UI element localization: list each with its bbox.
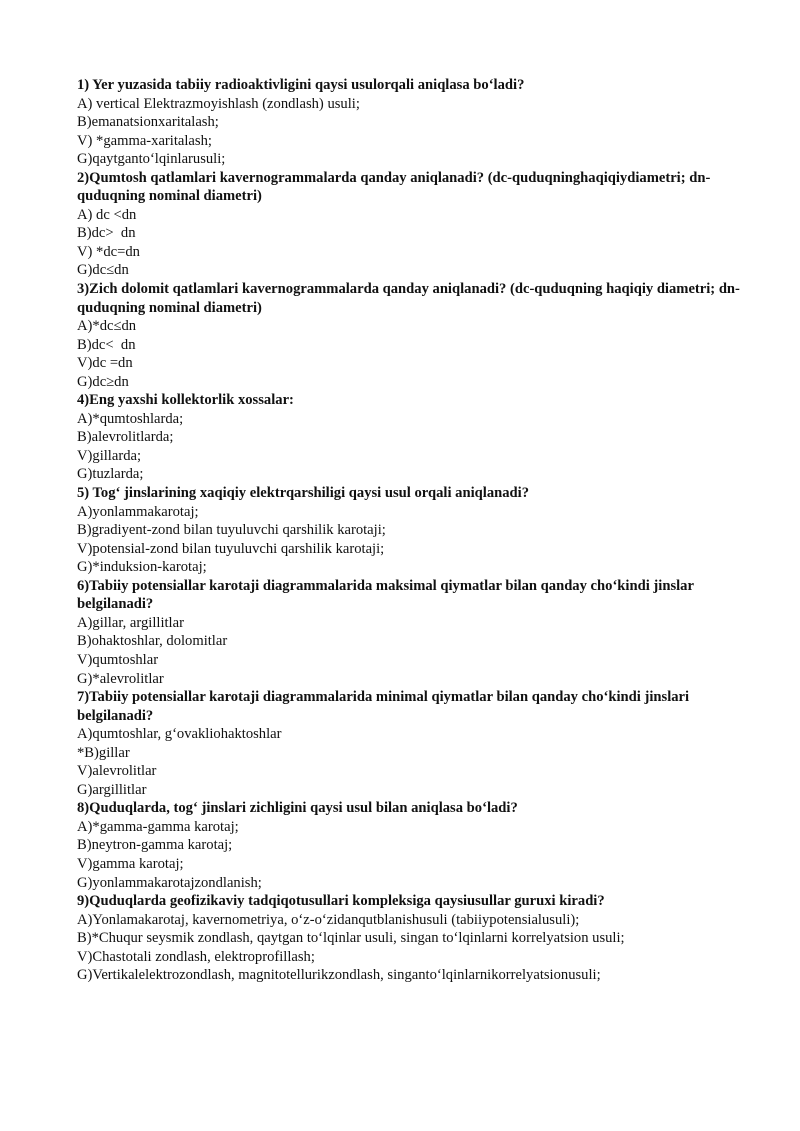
- option-b: B)emanatsionxaritalash;: [77, 114, 219, 131]
- option-g: G)yonlammakarotajzondlanish;: [77, 874, 262, 891]
- option-b: B)ohaktoshlar, dolomitlar: [77, 633, 228, 650]
- question-4: [77, 391, 767, 484]
- option-b: B)alevrolitlarda;: [77, 429, 174, 446]
- question-text: 3)Zich dolomit qatlamlari kavernogrammalarda qanday aniqlanadi? (dc-quduqning haqiqiy diametri; dn-quduqning nominal diametri): [77, 281, 740, 316]
- option-g: G)Vertikalelektrozondlash, magnitotellurikzondlash, singanto‘lqinlarnikorrelyatsionusuli;: [77, 967, 601, 984]
- option-v: V) *dc=dn: [77, 243, 140, 260]
- option-g: G)qaytganto‘lqinlarusuli;: [77, 151, 226, 168]
- question-3: [77, 280, 767, 391]
- option-g: G)dc≤dn: [77, 262, 129, 279]
- option-v: V)alevrolitlar: [77, 763, 157, 780]
- question-text: 7)Tabiiy potensiallar karotaji diagrammalarida minimal qiymatlar bilan qanday cho‘kindi jinslari belgilanadi?: [77, 689, 690, 724]
- option-b: B)dc< dn: [77, 336, 136, 353]
- option-v: V)Chastotali zondlash, elektroprofillash;: [77, 948, 315, 965]
- option-v: V) *gamma-xaritalash;: [77, 132, 212, 149]
- document-page: [77, 76, 767, 985]
- option-a: A) vertical Elektrazmoyishlash (zondlash) usuli;: [77, 95, 360, 112]
- question-5: [77, 484, 767, 577]
- question-1: [77, 76, 767, 169]
- option-b: *B)gillar: [77, 744, 130, 761]
- option-a: A)*dc≤dn: [77, 318, 137, 335]
- question-8: [77, 799, 767, 892]
- option-v: V)dc =dn: [77, 355, 133, 372]
- question-text: 8)Quduqlarda, tog‘ jinslari zichligini qaysi usul bilan aniqlasa bo‘ladi?: [77, 800, 518, 817]
- option-a: A)Yonlamakarotaj, kavernometriya, o‘z-o‘zidanqutblanishusuli (tabiiypotensialusuli);: [77, 911, 580, 928]
- option-g: G)*induksion-karotaj;: [77, 559, 207, 576]
- option-a: A)qumtoshlar, g‘ovakliohaktoshlar: [77, 726, 282, 743]
- option-g: G)*alevrolitlar: [77, 670, 164, 687]
- option-a: A)*gamma-gamma karotaj;: [77, 818, 239, 835]
- question-7: [77, 688, 767, 799]
- option-b: B)gradiyent-zond bilan tuyuluvchi qarshilik karotaji;: [77, 522, 386, 539]
- option-b: B)neytron-gamma karotaj;: [77, 837, 233, 854]
- option-v: V)gamma karotaj;: [77, 855, 184, 872]
- option-v: V)gillarda;: [77, 447, 142, 464]
- question-text: 1) Yer yuzasida tabiiy radioaktivligini qaysi usulorqali aniqlasa bo‘ladi?: [77, 77, 525, 93]
- option-a: A)gillar, argillitlar: [77, 614, 184, 631]
- question-text: 6)Tabiiy potensiallar karotaji diagrammalarida maksimal qiymatlar bilan qanday cho‘kindi jinslar belgilanadi?: [77, 577, 694, 613]
- option-b: B)dc> dn: [77, 225, 136, 242]
- question-6: [77, 577, 767, 688]
- option-v: V)potensial-zond bilan tuyuluvchi qarshilik karotaji;: [77, 540, 385, 557]
- option-b: B)*Chuqur seysmik zondlash, qaytgan to‘lqinlar usuli, singan to‘lqinlarni korrelyatsion usuli;: [77, 930, 625, 947]
- option-g: G)argillitlar: [77, 781, 147, 798]
- option-v: V)qumtoshlar: [77, 651, 159, 668]
- option-g: G)tuzlarda;: [77, 466, 144, 483]
- option-g: G)dc≥dn: [77, 373, 129, 390]
- question-text: 5) Tog‘ jinslarining xaqiqiy elektrqarshiligi qaysi usul orqali aniqlanadi?: [77, 485, 529, 502]
- question-text: 9)Quduqlarda geofizikaviy tadqiqotusullari kompleksiga qaysiusullar guruxi kiradi?: [77, 893, 605, 910]
- question-text: 2)Qumtosh qatlamlari kavernogrammalarda qanday aniqlanadi? (dc-quduqninghaqiqiydiametri; dn-quduqning nominal diametri): [77, 169, 711, 205]
- option-a: A)*qumtoshlarda;: [77, 410, 184, 427]
- option-a: A)yonlammakarotaj;: [77, 503, 199, 520]
- option-a: A) dc <dn: [77, 206, 137, 223]
- question-text: 4)Eng yaxshi kollektorlik xossalar:: [77, 392, 294, 409]
- question-9: [77, 892, 767, 985]
- question-2: [77, 169, 767, 280]
